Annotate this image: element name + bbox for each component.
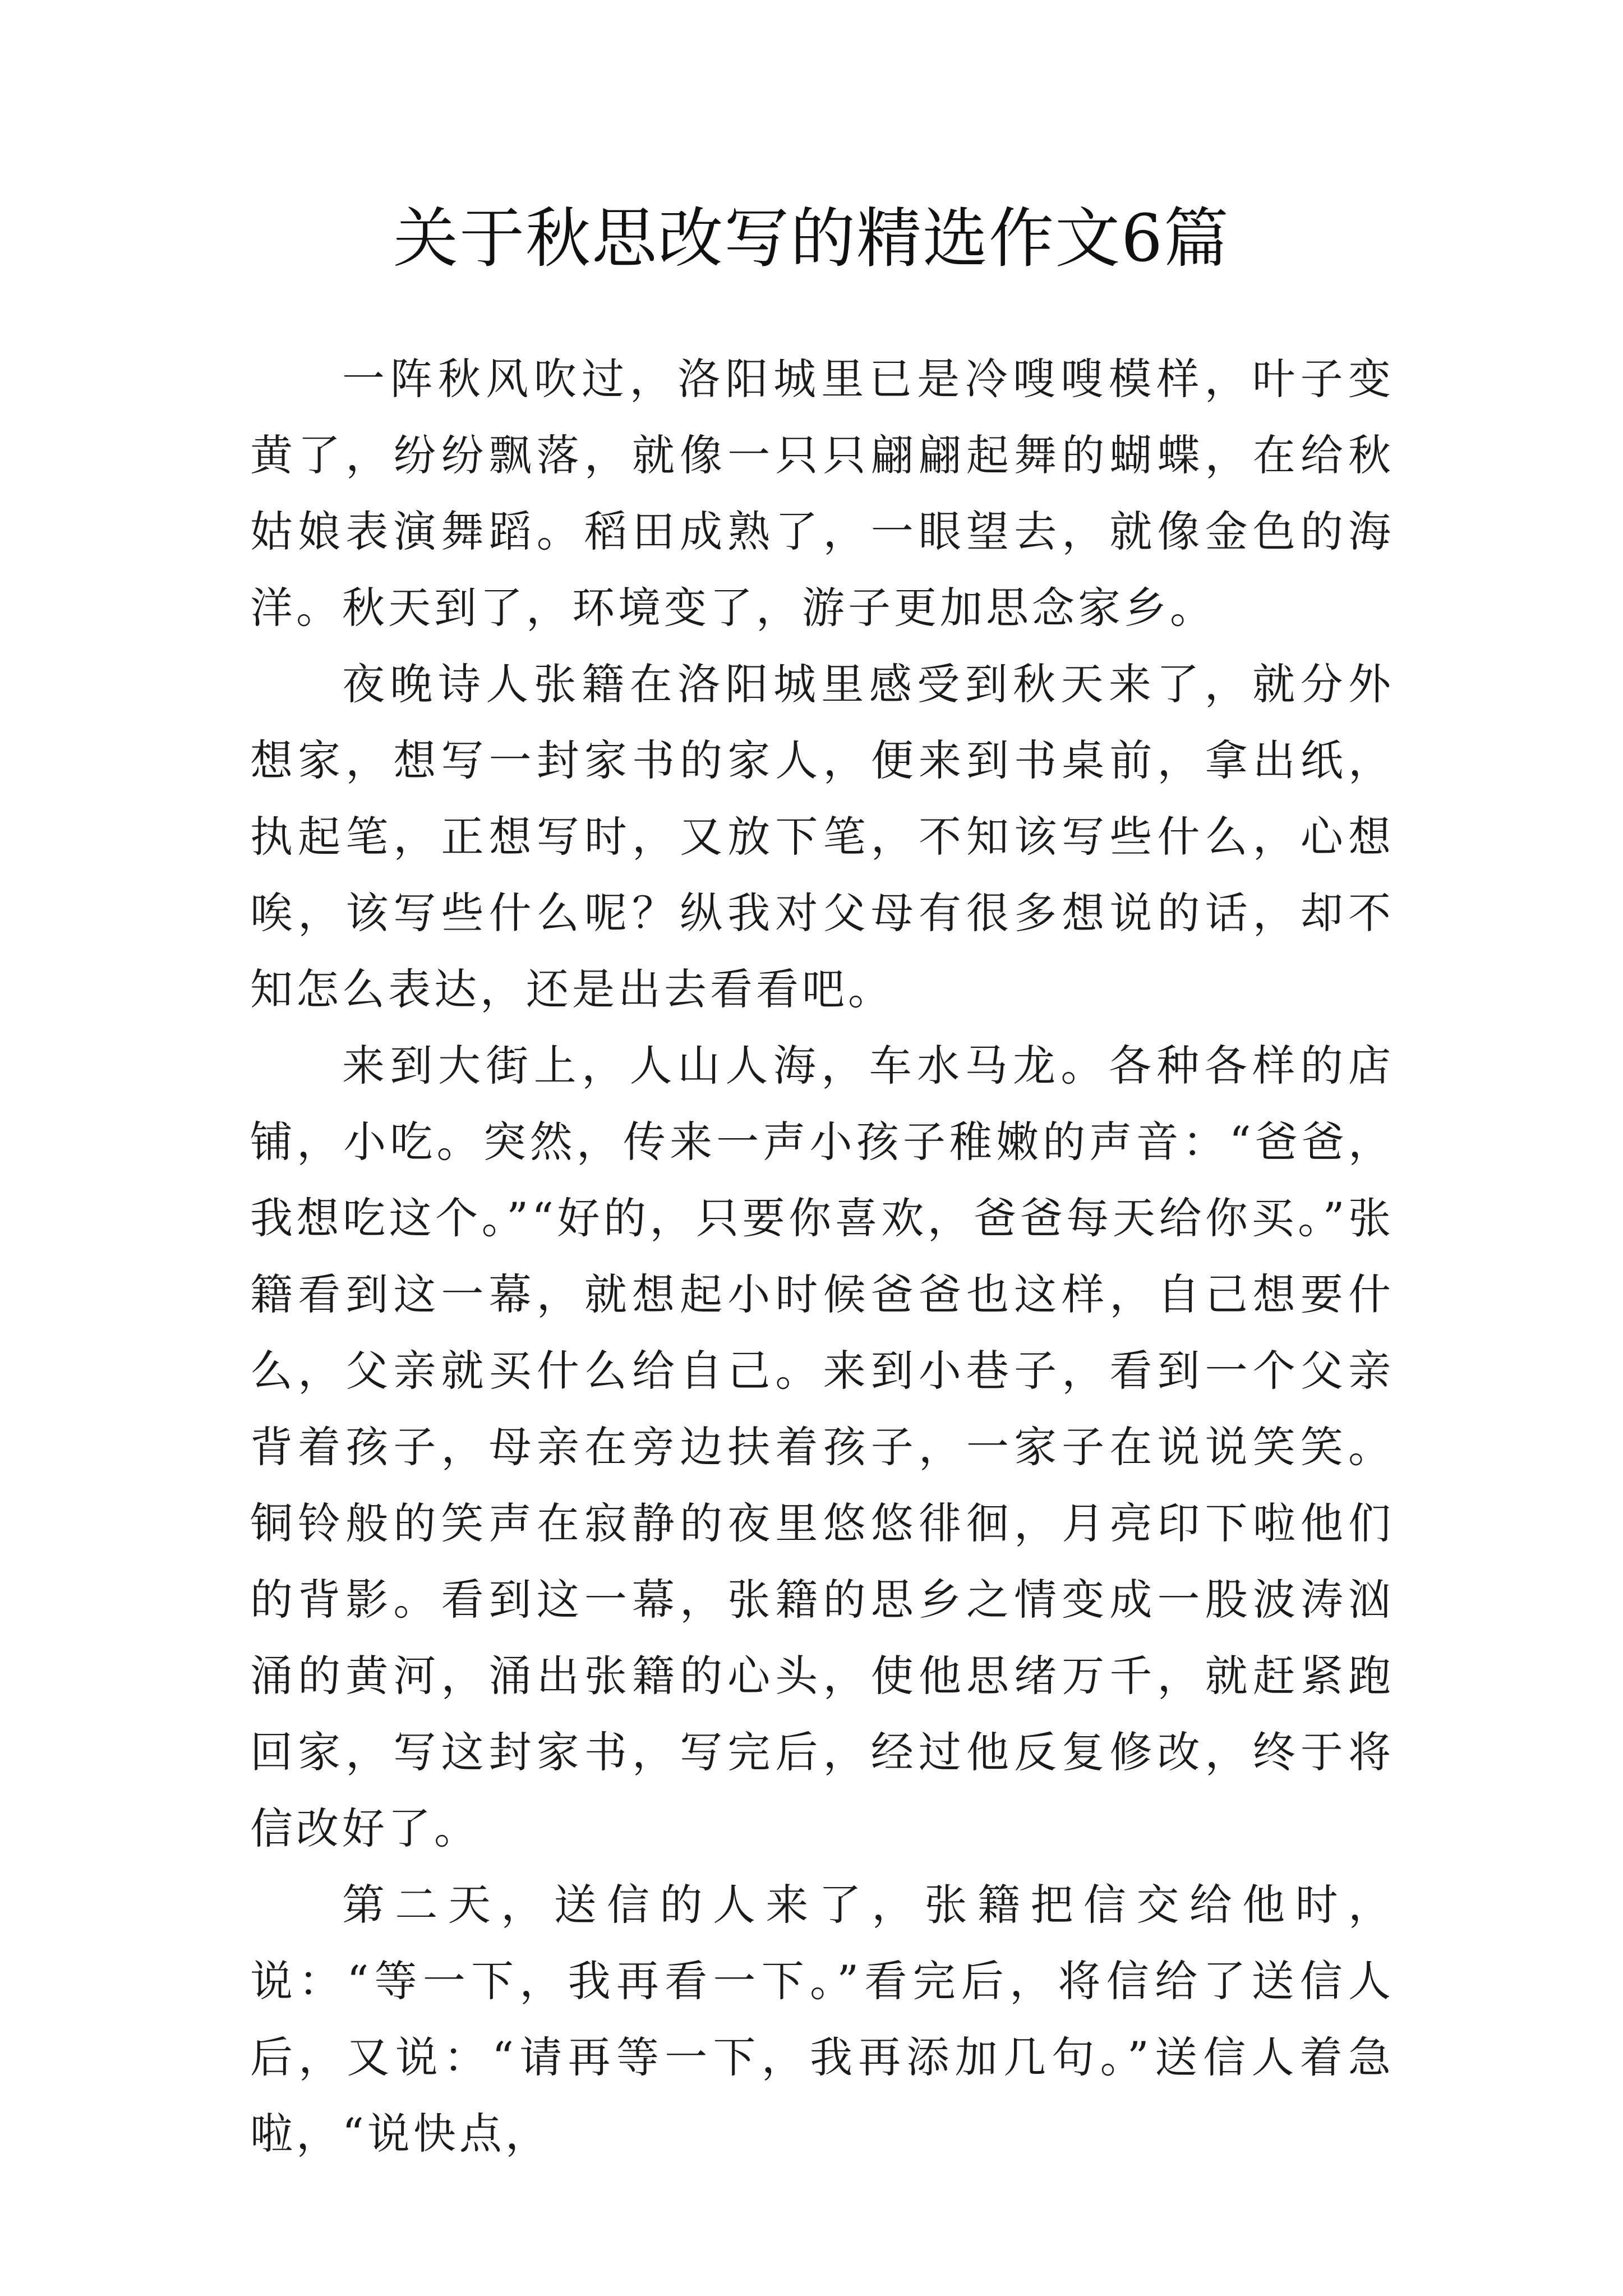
paragraph-2: 夜晚诗人张籍在洛阳城里感受到秋天来了，就分外想家，想写一封家书的家人，便来到书桌前，拿出纸，执起笔，正想写时，又放下笔，不知该写些什么，心想唉，该写些什么呢？纵我对父母有很多想说的话，却不知怎么表达，还是出去看看吧。 bbox=[250, 659, 1394, 1014]
document-title: 关于秋思改写的精选作文6篇 bbox=[393, 201, 1230, 277]
paragraph-1: 一阵秋风吹过，洛阳城里已是冷嗖嗖模样，叶子变黄了，纷纷飘落，就像一只只翩翩起舞的蝴蝶，在给秋姑娘表演舞蹈。稻田成熟了，一眼望去，就像金色的海洋。秋天到了，环境变了，游子更加思念家乡。 bbox=[250, 354, 1394, 633]
paragraph-4: 第二天，送信的人来了，张籍把信交给他时，说：“等一下，我再看一下。”看完后，将信给了送信人后，又说：“请再等一下，我再添加几句。”送信人着急啦，“说快点， bbox=[250, 1880, 1394, 2159]
document-body bbox=[250, 341, 1394, 2172]
paragraph-3: 来到大街上，人山人海，车水马龙。各种各样的店铺，小吃。突然，传来一声小孩子稚嫩的声音：“爸爸，我想吃这个。”“好的，只要你喜欢，爸爸每天给你买。”张籍看到这一幕，就想起小时候爸爸也这样，自己想要什么，父亲就买什么给自己。来到小巷子，看到一个父亲背着孩子，母亲在旁边扶着孩子，一家子在说说笑笑。铜铃般的笑声在寂静的夜里悠悠徘徊，月亮印下啦他们的背影。看到这一幕，张籍的思乡之情变成一股波涛汹涌的黄河，涌出张籍的心头，使他思绪万千，就赶紧跑回家，写这封家书，写完后，经过他反复修改，终于将信改好了。 bbox=[250, 1041, 1394, 1853]
